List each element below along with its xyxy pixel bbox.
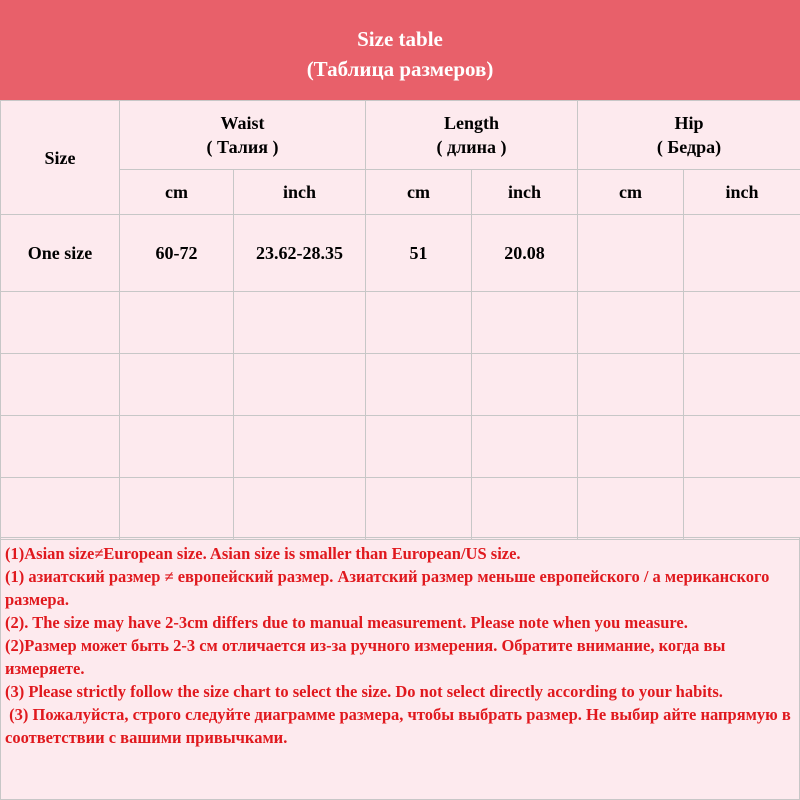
empty-cell bbox=[1, 416, 120, 478]
size-table-header bbox=[0, 0, 800, 100]
empty-row bbox=[1, 416, 800, 478]
empty-cell bbox=[1, 478, 120, 540]
header-title: Size table bbox=[357, 27, 443, 51]
empty-cell bbox=[366, 478, 472, 540]
empty-cell bbox=[684, 292, 800, 354]
empty-cell bbox=[120, 416, 234, 478]
empty-cell bbox=[120, 354, 234, 416]
empty-cell bbox=[120, 292, 234, 354]
empty-cell bbox=[684, 478, 800, 540]
empty-cell bbox=[472, 354, 578, 416]
length-group-header bbox=[366, 101, 578, 170]
unit-header: cm bbox=[578, 170, 684, 215]
empty-cell bbox=[1, 354, 120, 416]
size-cell: One size bbox=[1, 215, 120, 292]
empty-row bbox=[1, 478, 800, 540]
empty-row bbox=[1, 354, 800, 416]
length-cm-cell: 51 bbox=[366, 215, 472, 292]
waist-label: Waist bbox=[220, 113, 265, 133]
table-row bbox=[1, 215, 800, 292]
empty-cell bbox=[578, 292, 684, 354]
size-notes bbox=[0, 537, 800, 800]
note-line: (3) Please strictly follow the size chart to select the size. Do not select directly according to your habits. bbox=[5, 682, 723, 701]
empty-cell bbox=[472, 478, 578, 540]
empty-cell bbox=[366, 354, 472, 416]
waist-inch-cell: 23.62-28.35 bbox=[234, 215, 366, 292]
empty-cell bbox=[578, 354, 684, 416]
empty-cell bbox=[366, 292, 472, 354]
empty-cell bbox=[684, 354, 800, 416]
unit-header: inch bbox=[472, 170, 578, 215]
unit-header: inch bbox=[684, 170, 800, 215]
empty-cell bbox=[234, 292, 366, 354]
size-table bbox=[0, 100, 800, 540]
note-line: (2)Размер может быть 2-3 см отличается из-за ручного измерения. Обратите внимание, когда вы измеряете. bbox=[5, 636, 726, 678]
empty-cell bbox=[684, 416, 800, 478]
note-line: (3) Пожалуйста, строго следуйте диаграмме размера, чтобы выбрать размер. Не выбир айте напрямую в соответствии с вашими привычками. bbox=[5, 705, 795, 747]
empty-cell bbox=[578, 478, 684, 540]
hip-label-ru: ( Бедра) bbox=[656, 137, 722, 157]
waist-cm-cell: 60-72 bbox=[120, 215, 234, 292]
length-label: Length bbox=[444, 113, 500, 133]
empty-row bbox=[1, 292, 800, 354]
hip-label: Hip bbox=[674, 113, 704, 133]
empty-cell bbox=[234, 416, 366, 478]
unit-header: cm bbox=[120, 170, 234, 215]
waist-label-ru: ( Талия ) bbox=[206, 137, 279, 157]
length-label-ru: ( длина ) bbox=[436, 137, 507, 157]
empty-cell bbox=[234, 478, 366, 540]
empty-cell bbox=[120, 478, 234, 540]
empty-cell bbox=[1, 292, 120, 354]
hip-cm-cell bbox=[578, 215, 684, 292]
unit-header: cm bbox=[366, 170, 472, 215]
empty-cell bbox=[472, 292, 578, 354]
header-subtitle: (Таблица размеров) bbox=[306, 57, 494, 81]
hip-inch-cell bbox=[684, 215, 800, 292]
length-inch-cell: 20.08 bbox=[472, 215, 578, 292]
empty-cell bbox=[234, 354, 366, 416]
note-line: (1)Asian size≠European size. Asian size is smaller than European/US size. bbox=[5, 544, 521, 563]
waist-group-header bbox=[120, 101, 366, 170]
hip-group-header bbox=[578, 101, 800, 170]
note-line: (2). The size may have 2-3cm differs due to manual measurement. Please note when you measure. bbox=[5, 613, 688, 632]
empty-cell bbox=[472, 416, 578, 478]
empty-cell bbox=[578, 416, 684, 478]
size-column-header: Size bbox=[1, 101, 120, 215]
unit-header: inch bbox=[234, 170, 366, 215]
note-line: (1) азиатский размер ≠ европейский размер. Азиатский размер меньше европейского / а мериканского размера. bbox=[5, 567, 770, 609]
empty-cell bbox=[366, 416, 472, 478]
